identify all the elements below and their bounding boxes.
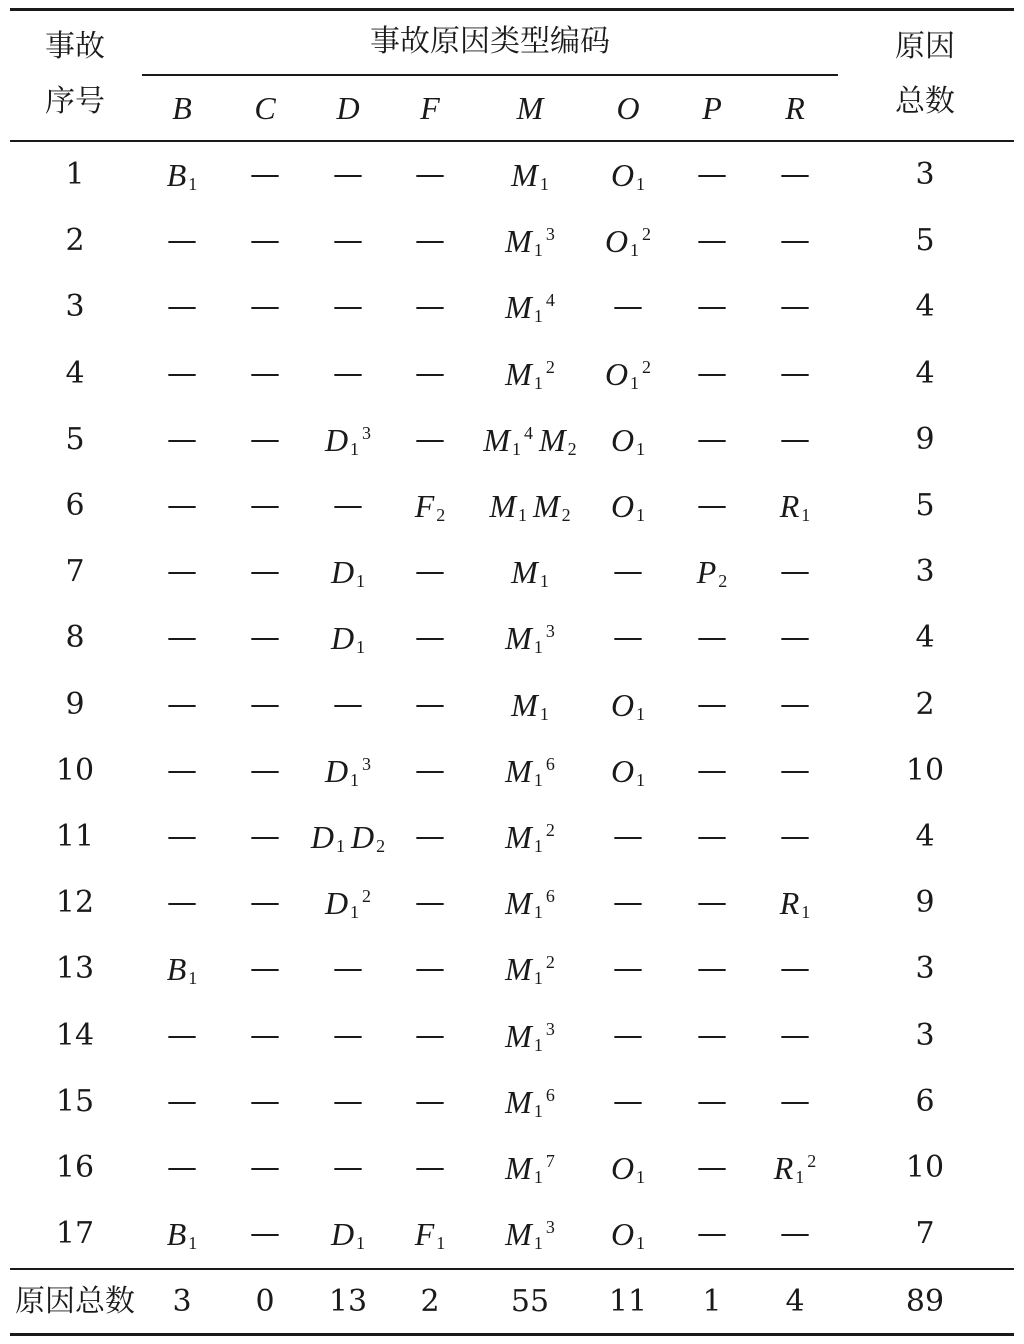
row-index: 10 (55, 752, 95, 788)
empty-cell: — (415, 1017, 445, 1053)
code-header-f: F (420, 90, 440, 126)
row-total: 5 (915, 223, 935, 259)
empty-cell: — (780, 1216, 810, 1252)
empty-cell: — (613, 951, 643, 987)
row-index: 13 (55, 951, 95, 987)
empty-cell: — (613, 1017, 643, 1053)
footer-top-rule (10, 1268, 1014, 1270)
empty-cell: — (167, 1017, 197, 1053)
row-index: 17 (55, 1216, 95, 1252)
empty-cell: — (415, 885, 445, 921)
empty-cell: — (697, 355, 727, 391)
empty-cell: — (250, 355, 280, 391)
empty-cell: — (333, 951, 363, 987)
cause-code-cell: M 1 (511, 157, 549, 194)
empty-cell: — (167, 289, 197, 325)
cause-code-cell: D $1^3$ (324, 752, 372, 790)
empty-cell: — (415, 951, 445, 987)
empty-cell: — (415, 421, 445, 457)
empty-cell: — (333, 488, 363, 523)
empty-cell: — (250, 819, 280, 854)
empty-cell: — (415, 1083, 445, 1119)
cause-code-cell: M $1^7$ (505, 1150, 555, 1187)
header-index-line1: 事故 (45, 29, 105, 64)
header-total-line2: 总数 (895, 84, 955, 119)
footer-grand-total: 89 (905, 1284, 945, 1319)
row-total: 3 (915, 157, 935, 192)
cause-code-cell: R $1^2$ (773, 1150, 817, 1187)
row-index: 11 (55, 819, 95, 854)
cause-code-cell: O 1 (610, 752, 646, 790)
empty-cell: — (415, 157, 445, 192)
empty-cell: — (780, 289, 810, 325)
header-index-line2: 序号 (45, 84, 105, 119)
empty-cell: — (167, 819, 197, 854)
empty-cell: — (415, 223, 445, 259)
empty-cell: — (167, 421, 197, 457)
row-total: 4 (915, 289, 935, 325)
cause-code-cell: M 1 M 2 (489, 488, 571, 525)
empty-cell: — (697, 488, 727, 523)
empty-cell: — (613, 620, 643, 656)
empty-cell: — (250, 885, 280, 921)
empty-cell: — (250, 554, 280, 590)
empty-cell: — (415, 1150, 445, 1185)
empty-cell: — (250, 686, 280, 722)
empty-cell: — (780, 1017, 810, 1053)
row-total: 10 (905, 752, 945, 788)
empty-cell: — (250, 752, 280, 788)
empty-cell: — (250, 289, 280, 325)
row-total: 4 (915, 620, 935, 656)
empty-cell: — (780, 157, 810, 192)
row-index: 16 (55, 1150, 95, 1185)
empty-cell: — (697, 421, 727, 457)
code-header-o: O (616, 90, 640, 126)
empty-cell: — (780, 686, 810, 722)
cause-code-cell: B 1 (166, 951, 198, 989)
empty-cell: — (333, 1150, 363, 1185)
bottom-rule (10, 1333, 1014, 1336)
empty-cell: — (167, 554, 197, 590)
empty-cell: — (697, 1083, 727, 1119)
empty-cell: — (333, 1017, 363, 1053)
header-total-line1: 原因 (895, 29, 955, 64)
row-index: 6 (65, 488, 85, 523)
cause-code-cell: F 2 (414, 488, 446, 525)
row-index: 1 (65, 157, 85, 192)
row-total: 3 (915, 554, 935, 590)
row-total: 4 (915, 819, 935, 854)
code-header-c: C (254, 90, 276, 126)
cause-code-cell: M $1^6$ (505, 885, 555, 923)
cause-code-cell: O 1 (610, 157, 646, 194)
row-total: 3 (915, 1017, 935, 1053)
cause-code-cell: O $1^2$ (604, 355, 652, 393)
empty-cell: — (780, 752, 810, 788)
empty-cell: — (780, 355, 810, 391)
empty-cell: — (167, 885, 197, 921)
cause-code-cell: M $1^3$ (505, 620, 555, 658)
empty-cell: — (697, 752, 727, 788)
header-bottom-rule (10, 140, 1014, 142)
empty-cell: — (613, 819, 643, 854)
empty-cell: — (697, 951, 727, 987)
cause-code-cell: R 1 (779, 885, 811, 923)
cause-code-cell: M 1 (511, 554, 549, 592)
cause-code-cell: M $1^6$ (505, 1083, 555, 1121)
empty-cell: — (415, 819, 445, 854)
empty-cell: — (697, 223, 727, 259)
footer-count-d: 13 (328, 1284, 368, 1319)
row-index: 3 (65, 289, 85, 325)
empty-cell: — (697, 819, 727, 854)
cause-code-cell: M $1^2$ (505, 355, 555, 393)
empty-cell: — (250, 1216, 280, 1252)
footer-count-f: 2 (420, 1284, 440, 1319)
empty-cell: — (697, 289, 727, 325)
row-index: 8 (65, 620, 85, 656)
row-index: 14 (55, 1017, 95, 1053)
row-total: 2 (915, 686, 935, 722)
empty-cell: — (167, 223, 197, 259)
code-header-d: D (336, 90, 360, 126)
empty-cell: — (250, 951, 280, 987)
empty-cell: — (613, 289, 643, 325)
row-total: 5 (915, 488, 935, 523)
cause-code-cell: D $1^2$ (324, 885, 372, 923)
cause-code-cell: M $1^2$ (505, 819, 555, 856)
empty-cell: — (250, 1017, 280, 1053)
empty-cell: — (613, 885, 643, 921)
empty-cell: — (250, 1150, 280, 1185)
empty-cell: — (780, 819, 810, 854)
footer-count-m: 55 (510, 1284, 550, 1319)
empty-cell: — (697, 686, 727, 722)
top-rule (10, 8, 1014, 11)
empty-cell: — (167, 620, 197, 656)
empty-cell: — (250, 488, 280, 523)
footer-count-o: 11 (608, 1284, 648, 1319)
row-total: 10 (905, 1150, 945, 1185)
empty-cell: — (167, 752, 197, 788)
row-index: 15 (55, 1083, 95, 1119)
empty-cell: — (697, 1017, 727, 1053)
row-index: 2 (65, 223, 85, 259)
cause-code-cell: D 1 (330, 620, 366, 658)
cause-code-cell: D $1^3$ (324, 421, 372, 459)
cause-code-cell: M $1^4$ M 2 (483, 421, 577, 459)
row-total: 3 (915, 951, 935, 987)
row-total: 6 (915, 1083, 935, 1119)
empty-cell: — (415, 289, 445, 325)
empty-cell: — (780, 1083, 810, 1119)
empty-cell: — (780, 951, 810, 987)
row-index: 5 (65, 421, 85, 457)
header-group-label: 事故原因类型编码 (370, 24, 610, 59)
empty-cell: — (333, 686, 363, 722)
cause-code-cell: O 1 (610, 686, 646, 724)
footer-count-c: 0 (255, 1284, 275, 1319)
footer-count-p: 1 (702, 1284, 722, 1319)
row-index: 4 (65, 355, 85, 391)
empty-cell: — (613, 1083, 643, 1119)
empty-cell: — (697, 1216, 727, 1252)
cause-code-cell: M $1^2$ (505, 951, 555, 989)
row-total: 9 (915, 885, 935, 921)
code-header-r: R (785, 90, 805, 126)
footer-label: 原因总数 (15, 1284, 135, 1319)
empty-cell: — (697, 1150, 727, 1185)
empty-cell: — (250, 421, 280, 457)
cause-code-cell: M 1 (511, 686, 549, 724)
footer-count-r: 4 (785, 1284, 805, 1319)
cause-code-cell: O $1^2$ (604, 223, 652, 261)
empty-cell: — (333, 1083, 363, 1119)
empty-cell: — (250, 157, 280, 192)
cause-code-cell: P 2 (696, 554, 728, 592)
row-total: 7 (915, 1216, 935, 1252)
row-total: 9 (915, 421, 935, 457)
empty-cell: — (780, 223, 810, 259)
cause-code-cell: D 1 D 2 (310, 819, 386, 856)
empty-cell: — (415, 355, 445, 391)
empty-cell: — (250, 620, 280, 656)
empty-cell: — (167, 686, 197, 722)
empty-cell: — (333, 157, 363, 192)
empty-cell: — (333, 223, 363, 259)
empty-cell: — (167, 1150, 197, 1185)
cause-code-cell: O 1 (610, 488, 646, 525)
group-header-rule (142, 74, 838, 76)
footer-count-b: 3 (172, 1284, 192, 1319)
empty-cell: — (613, 554, 643, 590)
cause-code-cell: M $1^6$ (505, 752, 555, 790)
empty-cell: — (333, 289, 363, 325)
cause-code-cell: O 1 (610, 1216, 646, 1254)
row-index: 7 (65, 554, 85, 590)
empty-cell: — (415, 554, 445, 590)
row-total: 4 (915, 355, 935, 391)
empty-cell: — (780, 421, 810, 457)
cause-code-cell: M $1^4$ (505, 289, 555, 327)
cause-code-cell: D 1 (330, 554, 366, 592)
empty-cell: — (415, 752, 445, 788)
code-header-b: B (172, 90, 192, 126)
cause-code-cell: D 1 (330, 1216, 366, 1254)
empty-cell: — (697, 885, 727, 921)
code-header-p: P (702, 90, 722, 126)
empty-cell: — (415, 686, 445, 722)
empty-cell: — (780, 554, 810, 590)
cause-code-cell: O 1 (610, 1150, 646, 1187)
empty-cell: — (697, 157, 727, 192)
code-header-m: M (516, 90, 544, 126)
empty-cell: — (697, 620, 727, 656)
empty-cell: — (167, 355, 197, 391)
cause-code-cell: M $1^3$ (505, 1216, 555, 1254)
empty-cell: — (250, 1083, 280, 1119)
empty-cell: — (780, 620, 810, 656)
cause-code-cell: B 1 (166, 157, 198, 194)
empty-cell: — (167, 1083, 197, 1119)
cause-code-cell: M $1^3$ (505, 223, 555, 261)
cause-code-cell: O 1 (610, 421, 646, 459)
empty-cell: — (167, 488, 197, 523)
cause-code-cell: B 1 (166, 1216, 198, 1254)
row-index: 12 (55, 885, 95, 921)
cause-code-cell: M $1^3$ (505, 1017, 555, 1055)
cause-code-cell: R 1 (779, 488, 811, 525)
empty-cell: — (333, 355, 363, 391)
empty-cell: — (250, 223, 280, 259)
row-index: 9 (65, 686, 85, 722)
empty-cell: — (415, 620, 445, 656)
cause-code-cell: F 1 (414, 1216, 446, 1254)
